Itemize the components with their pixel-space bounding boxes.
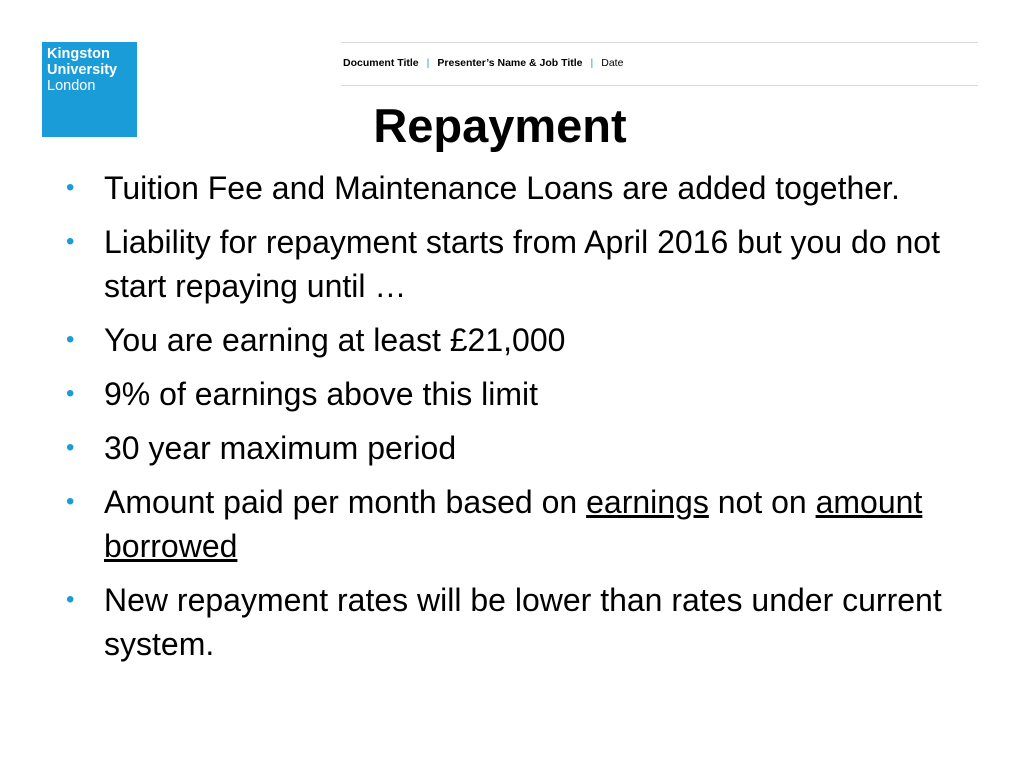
bullet-item	[66, 372, 966, 416]
bullet-item	[66, 578, 966, 666]
slide-title: Repayment	[373, 99, 627, 152]
bullet-text-mid: not on	[708, 484, 816, 520]
bullet-text: 9% of earnings above this limit	[104, 376, 538, 412]
emphasis-amount-borrowed: amount borrowed	[104, 484, 923, 564]
header-separator: |	[426, 57, 430, 69]
header-meta	[343, 57, 623, 69]
header-divider-top	[341, 42, 978, 43]
logo-line-london: London	[47, 78, 96, 94]
bullet-dot-icon: •	[66, 434, 75, 461]
emphasis-earnings: earnings	[586, 484, 709, 520]
bullet-text: You are earning at least £21,000	[104, 322, 566, 358]
bullet-item	[66, 166, 966, 210]
bullet-text-pre: Amount paid per month based on	[104, 484, 587, 520]
logo-line-kingston: Kingston	[47, 46, 110, 62]
bullet-item	[66, 318, 966, 362]
bullet-text: New repayment rates will be lower than rates under current system.	[104, 582, 942, 662]
bullet-list	[66, 166, 966, 676]
header-date: Date	[601, 57, 624, 69]
document-title: Document Title	[343, 57, 419, 69]
bullet-dot-icon: •	[66, 488, 75, 515]
bullet-item	[66, 480, 966, 568]
bullet-dot-icon: •	[66, 326, 75, 353]
bullet-text: 30 year maximum period	[104, 430, 457, 466]
bullet-dot-icon: •	[66, 586, 75, 613]
logo-line-university: University	[47, 62, 118, 78]
bullet-dot-icon: •	[66, 174, 75, 201]
header-separator: |	[590, 57, 594, 69]
bullet-item	[66, 220, 966, 308]
bullet-dot-icon: •	[66, 228, 75, 255]
presenter-name: Presenter’s Name & Job Title	[437, 57, 583, 69]
bullet-text: Liability for repayment starts from April 2016 but you do not start repaying until …	[104, 224, 940, 304]
header-divider-bottom	[341, 85, 978, 86]
bullet-dot-icon: •	[66, 380, 75, 407]
bullet-item	[66, 426, 966, 470]
bullet-text: Tuition Fee and Maintenance Loans are added together.	[104, 170, 900, 206]
